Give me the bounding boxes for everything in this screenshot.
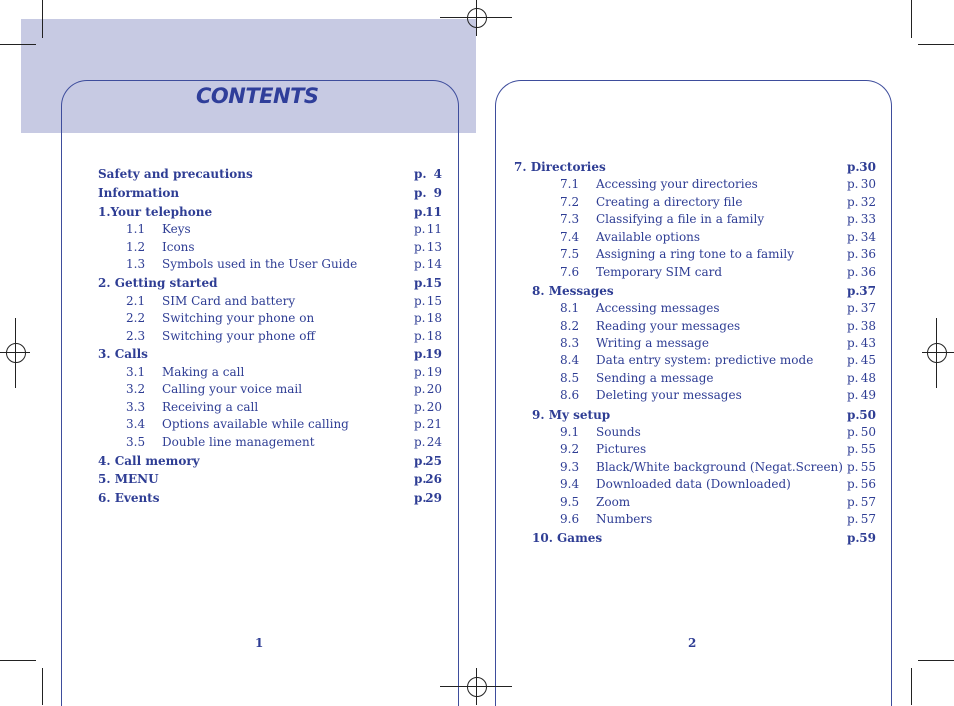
toc-page-number: 19 — [426, 365, 442, 379]
right-page-number: 2 — [688, 636, 697, 650]
toc-section-number: 9.5 — [560, 495, 580, 509]
toc-page-prefix: p. — [847, 301, 859, 315]
toc-page-prefix: p. — [847, 512, 859, 526]
toc-label: 1.Your telephone — [98, 205, 213, 219]
toc-page-prefix: p. — [414, 454, 427, 468]
toc-label: Making a call — [162, 365, 245, 379]
toc-label: Classifying a file in a family — [596, 212, 765, 226]
toc-page-prefix: p. — [414, 365, 426, 379]
toc-page-prefix: p. — [847, 284, 860, 298]
toc-page-prefix: p. — [847, 353, 859, 367]
toc-page-prefix: p. — [847, 177, 859, 191]
toc-page-number: 11 — [425, 205, 442, 219]
toc-label: Downloaded data (Downloaded) — [596, 477, 791, 491]
toc-entry[interactable] — [98, 256, 442, 273]
toc-section-number: 2.3 — [126, 329, 146, 343]
toc-page-number: 55 — [860, 442, 876, 456]
registration-mark — [467, 677, 487, 697]
toc-page-number: 56 — [860, 477, 876, 491]
toc-section-number: 8.3 — [560, 336, 580, 350]
toc-section-number: 9.3 — [560, 460, 580, 474]
toc-page-prefix: p. — [414, 222, 426, 236]
toc-entry[interactable] — [514, 211, 876, 228]
toc-page-prefix: p. — [847, 160, 860, 174]
toc-label: Assigning a ring tone to a family — [596, 247, 795, 261]
toc-entry[interactable] — [98, 328, 442, 345]
toc-entry[interactable] — [514, 459, 876, 476]
toc-page-prefix: p. — [414, 400, 426, 414]
toc-page-number: 30 — [860, 177, 876, 191]
toc-page-prefix: p. — [414, 240, 426, 254]
crop-mark — [42, 668, 43, 705]
toc-page-prefix: p. — [847, 388, 859, 402]
toc-page-number: 20 — [426, 400, 442, 414]
toc-page-prefix: p. — [847, 425, 859, 439]
toc-section-number: 9.2 — [560, 442, 580, 456]
toc-label: Receiving a call — [162, 400, 259, 414]
toc-label: Data entry system: predictive mode — [596, 353, 814, 367]
toc-section-number: 7.1 — [560, 177, 580, 191]
toc-label: 10. Games — [532, 531, 603, 545]
toc-page-number: 19 — [425, 347, 442, 361]
toc-page-prefix: p. — [847, 371, 859, 385]
toc-label: 2. Getting started — [98, 276, 218, 290]
toc-label: 4. Call memory — [98, 454, 200, 468]
toc-page-number: 15 — [426, 294, 442, 308]
left-page-number: 1 — [255, 636, 264, 650]
toc-entry[interactable] — [98, 221, 442, 238]
toc-page-number: 15 — [425, 276, 442, 290]
toc-label: Double line management — [162, 435, 315, 449]
toc-page-number: 9 — [433, 186, 442, 200]
toc-page-number: 29 — [425, 491, 442, 505]
toc-label: Keys — [162, 222, 191, 236]
toc-page-number: 13 — [426, 240, 442, 254]
toc-page-number: 30 — [859, 160, 876, 174]
toc-page-prefix: p. — [847, 460, 859, 474]
toc-page-number: 36 — [860, 247, 876, 261]
toc-page-prefix: p. — [847, 319, 859, 333]
toc-page-number: 48 — [860, 371, 876, 385]
toc-label: Reading your messages — [596, 319, 741, 333]
toc-section-number: 3.5 — [126, 435, 146, 449]
page-title: CONTENTS — [196, 84, 319, 108]
toc-label: 9. My setup — [532, 408, 611, 422]
toc-page-prefix: p. — [414, 417, 426, 431]
toc-section-number: 8.5 — [560, 371, 580, 385]
toc-page-prefix: p. — [847, 495, 859, 509]
toc-section-number: 7.6 — [560, 265, 580, 279]
crop-mark — [918, 44, 954, 45]
toc-entry[interactable] — [514, 159, 876, 176]
toc-entry[interactable] — [98, 364, 442, 381]
toc-section-number: 8.6 — [560, 388, 580, 402]
toc-page-number: 14 — [426, 257, 442, 271]
crop-mark — [476, 668, 477, 705]
toc-page-number: 59 — [859, 531, 876, 545]
toc-label: Writing a message — [596, 336, 709, 350]
toc-label: Creating a directory file — [596, 195, 743, 209]
toc-entry[interactable] — [514, 511, 876, 528]
crop-mark — [911, 668, 912, 705]
toc-entry[interactable] — [514, 424, 876, 441]
toc-page-prefix: p. — [414, 329, 426, 343]
toc-entry[interactable] — [98, 381, 442, 398]
toc-label: 3. Calls — [98, 347, 148, 361]
toc-page-number: 32 — [860, 195, 876, 209]
toc-entry[interactable] — [98, 453, 442, 470]
toc-page-number: 18 — [426, 311, 442, 325]
toc-section-number: 1.1 — [126, 222, 146, 236]
toc-page-number: 50 — [859, 408, 876, 422]
toc-page-number: 45 — [860, 353, 876, 367]
toc-page-number: 36 — [860, 265, 876, 279]
toc-section-number: 8.1 — [560, 301, 580, 315]
toc-label: Sounds — [596, 425, 641, 439]
toc-label: Sending a message — [596, 371, 714, 385]
toc-page-prefix: p. — [414, 347, 427, 361]
toc-page-number: 38 — [860, 319, 876, 333]
toc-section-number: 3.4 — [126, 417, 146, 431]
toc-page-prefix: p. — [414, 472, 427, 486]
toc-page-prefix: p. — [847, 212, 859, 226]
toc-label: 7. Directories — [514, 160, 606, 174]
toc-entry[interactable] — [98, 399, 442, 416]
toc-page-prefix: p. — [847, 531, 860, 545]
crop-mark — [936, 318, 937, 388]
toc-section-number: 2.2 — [126, 311, 146, 325]
toc-page-prefix: p. — [847, 230, 859, 244]
registration-mark — [927, 343, 947, 363]
crop-mark — [922, 352, 954, 353]
toc-label: Available options — [596, 230, 701, 244]
toc-page-prefix: p. — [414, 205, 427, 219]
toc-entry[interactable] — [98, 346, 442, 363]
crop-mark — [0, 660, 36, 661]
toc-entry[interactable] — [514, 229, 876, 246]
toc-page-number: 33 — [860, 212, 876, 226]
toc-label: Pictures — [596, 442, 647, 456]
toc-entry[interactable] — [514, 370, 876, 387]
toc-page-prefix: p. — [414, 382, 426, 396]
toc-section-number: 1.3 — [126, 257, 146, 271]
toc-entry[interactable] — [98, 166, 442, 183]
toc-label: Symbols used in the User Guide — [162, 257, 358, 271]
toc-entry[interactable] — [514, 352, 876, 369]
toc-entry[interactable] — [98, 204, 442, 221]
toc-page-number: 43 — [860, 336, 876, 350]
toc-entry[interactable] — [514, 283, 876, 300]
crop-mark — [911, 0, 912, 38]
toc-page-prefix: p. — [414, 294, 426, 308]
toc-entry[interactable] — [514, 530, 876, 547]
registration-mark — [6, 343, 26, 363]
toc-section-number: 9.1 — [560, 425, 580, 439]
toc-section-number: 9.4 — [560, 477, 580, 491]
toc-page-prefix: p. — [414, 311, 426, 325]
toc-label: Safety and precautions — [98, 167, 253, 181]
toc-label: 5. MENU — [98, 472, 159, 486]
toc-entry[interactable] — [98, 471, 442, 488]
toc-entry[interactable] — [514, 476, 876, 493]
toc-section-number: 1.2 — [126, 240, 146, 254]
toc-page-number: 4 — [433, 167, 442, 181]
toc-entry[interactable] — [98, 239, 442, 256]
toc-label: Options available while calling — [162, 417, 349, 431]
toc-entry[interactable] — [514, 407, 876, 424]
toc-page-prefix: p. — [414, 276, 427, 290]
toc-section-number: 7.3 — [560, 212, 580, 226]
toc-page-prefix: p. — [414, 491, 427, 505]
crop-mark — [918, 660, 954, 661]
toc-label: Temporary SIM card — [596, 265, 723, 279]
toc-page-number: 26 — [425, 472, 442, 486]
toc-page-prefix: p. — [847, 336, 859, 350]
toc-section-number: 9.6 — [560, 512, 580, 526]
toc-label: Zoom — [596, 495, 631, 509]
toc-entry[interactable] — [514, 300, 876, 317]
toc-label: Deleting your messages — [596, 388, 742, 402]
crop-mark — [476, 0, 477, 36]
toc-entry[interactable] — [98, 293, 442, 310]
toc-entry[interactable] — [98, 310, 442, 327]
toc-entry[interactable] — [98, 275, 442, 292]
toc-section-number: 8.2 — [560, 319, 580, 333]
toc-entry[interactable] — [514, 176, 876, 193]
toc-page-number: 57 — [860, 512, 876, 526]
toc-page-number: 34 — [860, 230, 876, 244]
toc-section-number: 3.2 — [126, 382, 146, 396]
toc-entry[interactable] — [514, 194, 876, 211]
toc-label: 6. Events — [98, 491, 160, 505]
toc-entry[interactable] — [98, 434, 442, 451]
toc-page-prefix: p. — [847, 265, 859, 279]
toc-section-number: 8.4 — [560, 353, 580, 367]
toc-page-number: 20 — [426, 382, 442, 396]
toc-page-number: 18 — [426, 329, 442, 343]
toc-page-number: 55 — [860, 460, 876, 474]
registration-mark — [467, 8, 487, 28]
toc-page-number: 57 — [860, 495, 876, 509]
toc-label: Numbers — [596, 512, 653, 526]
toc-page-prefix: p. — [414, 435, 426, 449]
toc-section-number: 7.2 — [560, 195, 580, 209]
toc-section-number: 3.3 — [126, 400, 146, 414]
toc-page-prefix: p. — [847, 247, 859, 261]
crop-mark — [15, 318, 16, 388]
toc-entry[interactable] — [514, 494, 876, 511]
toc-label: Accessing your directories — [596, 177, 758, 191]
toc-entry[interactable] — [514, 318, 876, 335]
toc-label: Switching your phone on — [162, 311, 315, 325]
toc-entry[interactable] — [514, 387, 876, 404]
toc-page-number: 50 — [860, 425, 876, 439]
toc-label: Icons — [162, 240, 195, 254]
toc-label: Calling your voice mail — [162, 382, 303, 396]
toc-label: Accessing messages — [596, 301, 720, 315]
toc-label: SIM Card and battery — [162, 294, 296, 308]
toc-entry[interactable] — [514, 246, 876, 263]
toc-page-number: 37 — [860, 301, 876, 315]
toc-page-number: 24 — [426, 435, 442, 449]
toc-page-number: 49 — [860, 388, 876, 402]
toc-entry[interactable] — [98, 490, 442, 507]
toc-section-number: 7.4 — [560, 230, 580, 244]
toc-page-prefix: p. — [414, 186, 427, 200]
toc-label: Black/White background (Negat.Screen) — [596, 460, 843, 474]
toc-page-number: 25 — [425, 454, 442, 468]
toc-section-number: 2.1 — [126, 294, 146, 308]
toc-label: Information — [98, 186, 180, 200]
crop-mark — [0, 44, 36, 45]
toc-page-prefix: p. — [414, 167, 427, 181]
toc-page-number: 37 — [859, 284, 876, 298]
toc-entry[interactable] — [98, 185, 442, 202]
toc-page-prefix: p. — [847, 195, 859, 209]
toc-entry[interactable] — [514, 441, 876, 458]
toc-page-prefix: p. — [847, 442, 859, 456]
crop-mark — [42, 0, 43, 38]
toc-page-number: 11 — [426, 222, 442, 236]
toc-page-number: 21 — [426, 417, 442, 431]
toc-label: 8. Messages — [532, 284, 614, 298]
toc-entry[interactable] — [514, 264, 876, 281]
toc-page-prefix: p. — [847, 408, 860, 422]
toc-page-prefix: p. — [414, 257, 426, 271]
toc-entry[interactable] — [98, 416, 442, 433]
toc-entry[interactable] — [514, 335, 876, 352]
toc-section-number: 7.5 — [560, 247, 580, 261]
toc-label: Switching your phone off — [162, 329, 315, 343]
toc-section-number: 3.1 — [126, 365, 146, 379]
toc-page-prefix: p. — [847, 477, 859, 491]
